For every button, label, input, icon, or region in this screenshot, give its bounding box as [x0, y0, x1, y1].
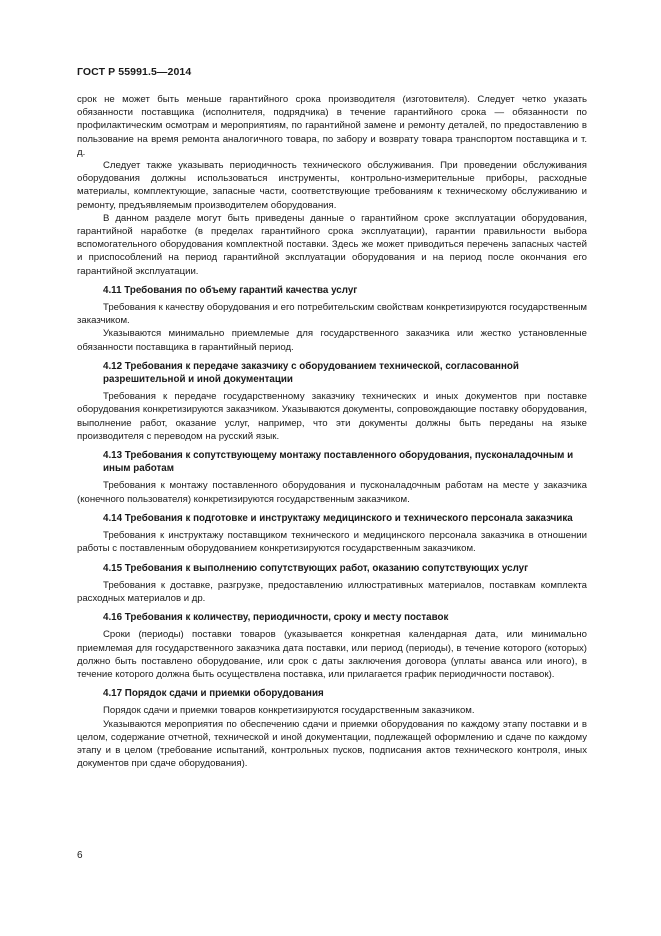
paragraph: Указываются минимально приемлемые для государственного заказчика или жестко установленные обязанности поставщика в гарантийный период. [77, 328, 587, 353]
paragraph: Сроки (периоды) поставки товаров (указывается конкретная календарная дата, или минимально приемлемая для государственного заказчика дата поставки, или период (периоды), в течение которого (которых) должно быть поставлено оборудование, или срок с даты заключения договора (уплаты аванса или иного), в течение которого должна быть осуществлена поставка, или прилагается график периодичности поставок). [77, 629, 587, 680]
section-heading-4-12: 4.12 Требования к передаче заказчику с оборудованием технической, согласованной разрешительной и иной документации [103, 360, 519, 386]
section-heading-4-14: 4.14 Требования к подготовке и инструктажу медицинского и технического персонала заказчика [103, 512, 573, 524]
document-body [77, 93, 587, 770]
paragraph: Указываются мероприятия по обеспечению сдачи и приемки оборудования по каждому этапу поставки и в целом, содержание отчетной, технической и иной документации, подлежащей оформлению и сдаче по каждому этапу и в целом (требование испытаний, контрольных пусков, подписания актов технического контроля, иных документов при сдаче оборудования). [77, 718, 587, 770]
paragraph: Требования к инструктажу поставщиком технического и медицинского персонала заказчика в отношении работы с поставленным оборудованием конкретизируются государственным заказчиком. [77, 530, 587, 555]
paragraph: В данном разделе могут быть приведены данные о гарантийном сроке эксплуатации оборудования, гарантийной наработке (в пределах гарантийного срока эксплуатации), гарантии правильности выбора вспомогательного оборудования комплектной поставки. Здесь же может приводиться перечень запасных частей и приспособлений на период гарантийной эксплуатации оборудования и на период после окончания его гарантийной эксплуатации. [77, 212, 587, 277]
paragraph: Требования к качеству оборудования и его потребительским свойствам конкретизируются государственным заказчиком. [77, 302, 587, 327]
paragraph: Требования к монтажу поставленного оборудования и пусконаладочным работам на месте у заказчика (конечного пользователя) конкретизируются государственным заказчиком. [77, 480, 587, 505]
paragraph: Требования к доставке, разгрузке, предоставлению иллюстративных материалов, поставкам комплекта расходных материалов и др. [77, 579, 587, 604]
page-header: ГОСТ Р 55991.5—2014 [77, 66, 192, 78]
section-heading-4-13: 4.13 Требования к сопутствующему монтажу поставленного оборудования, пусконаладочным и иным работам [103, 450, 574, 475]
section-heading-4-11: 4.11 Требования по объему гарантий качества услуг [103, 284, 358, 296]
paragraph: срок не может быть меньше гарантийного срока производителя (изготовителя). Следует четко указать обязанности поставщика (исполнителя, подрядчика) в течение гарантийного срока — обязанности по профилактическим осмотрам и мероприятиям, по гарантийной замене и ремонту деталей, по предоставлению в пользование на время ремонта аналогичного товара, по забору и возврату товара транспортом поставщика и т. д. [77, 94, 587, 158]
section-heading-4-17: 4.17 Порядок сдачи и приемки оборудования [103, 688, 324, 700]
paragraph: Следует также указывать периодичность технического обслуживания. При проведении обслуживания оборудования должны использоваться инструменты, контрольно-измерительные приборы, расходные материалы, комплектующие, запасные части, соответствующие требованиям к техническому обслуживанию и ремонту, предъявляемым производителем оборудования. [77, 160, 587, 211]
section-heading-4-15: 4.15 Требования к выполнению сопутствующих работ, оказанию сопутствующих услуг [103, 562, 529, 574]
section-heading-4-16: 4.16 Требования к количеству, периодичности, сроку и месту поставок [103, 612, 449, 624]
page-number: 6 [77, 850, 83, 861]
paragraph: Требования к передаче государственному заказчику технических и иных документов при поставке оборудования конкретизируются заказчиком. Указываются документы, сопровождающие поставку оборудования, выполнение работ, оказание услуг, например, что эти документы должны быть переданы на языке производителя с переводом на русский язык. [77, 391, 587, 442]
paragraph: Порядок сдачи и приемки товаров конкретизируются государственным заказчиком. [103, 705, 475, 717]
